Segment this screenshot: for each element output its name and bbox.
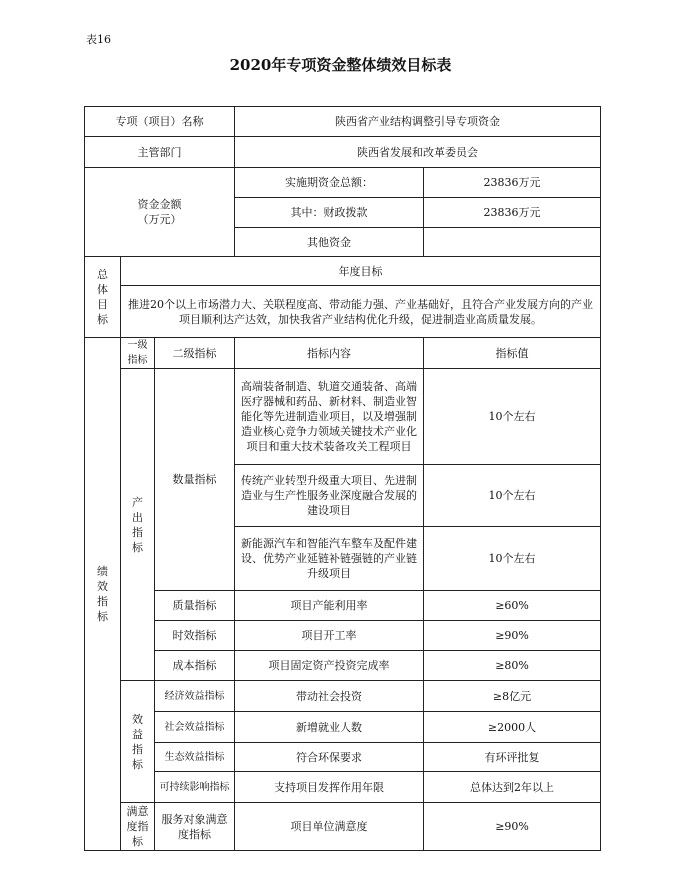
funds-total-value: 23836万元: [424, 168, 601, 198]
quantity-value-3: 10个左右: [424, 527, 601, 591]
department-row: [85, 137, 601, 168]
ecological-benefit-label: 生态效益指标: [155, 743, 235, 772]
quantity-value-1: 10个左右: [424, 369, 601, 465]
quantity-indicator-label: 数量指标: [155, 369, 235, 591]
quantity-value-2: 10个左右: [424, 465, 601, 527]
economic-benefit-content: 带动社会投资: [235, 681, 424, 712]
performance-indicator-label: 绩 效 指 标: [85, 338, 121, 851]
economic-benefit-value: ≥8亿元: [424, 681, 601, 712]
funds-other-value: [424, 228, 601, 257]
table-row: [85, 712, 601, 743]
service-satisfaction-content: 项目单位满意度: [235, 803, 424, 851]
timeliness-content: 项目开工率: [235, 621, 424, 651]
ecological-benefit-value: 有环评批复: [424, 743, 601, 772]
col-level1-header: 一级指标: [121, 338, 155, 369]
cost-indicator-label: 成本指标: [155, 651, 235, 681]
social-benefit-label: 社会效益指标: [155, 712, 235, 743]
sustainable-impact-content: 支持项目发挥作用年限: [235, 772, 424, 803]
social-benefit-value: ≥2000人: [424, 712, 601, 743]
cost-content: 项目固定资产投资完成率: [235, 651, 424, 681]
funds-total-label: 实施期资金总额：: [235, 168, 424, 198]
department-value: 陕西省发展和改革委员会: [235, 137, 601, 168]
economic-benefit-label: 经济效益指标: [155, 681, 235, 712]
table-number: 表16: [86, 33, 111, 46]
sustainable-impact-value: 总体达到2年以上: [424, 772, 601, 803]
project-name-label: 专项（项目）名称: [85, 107, 235, 137]
table-row: [85, 651, 601, 681]
table-row: [85, 772, 601, 803]
indicator-header-row: [85, 338, 601, 369]
table-row: [85, 621, 601, 651]
ecological-benefit-content: 符合环保要求: [235, 743, 424, 772]
quality-content: 项目产能利用率: [235, 591, 424, 621]
table-row: [85, 591, 601, 621]
timeliness-indicator-label: 时效指标: [155, 621, 235, 651]
overall-goal-label: 总 体 目 标: [85, 257, 121, 338]
benefit-indicator-label: 效 益 指 标: [121, 681, 155, 803]
annual-goal-label: 年度目标: [121, 257, 601, 286]
col-value-header: 指标值: [424, 338, 601, 369]
table-row: [85, 681, 601, 712]
social-benefit-content: 新增就业人数: [235, 712, 424, 743]
project-name-value: 陕西省产业结构调整引导专项资金: [235, 107, 601, 137]
funds-total-row: [85, 168, 601, 198]
annual-goal-header-row: [85, 257, 601, 286]
funds-label: [85, 168, 235, 257]
funds-fiscal-value: 23836万元: [424, 198, 601, 228]
table-row: [85, 743, 601, 772]
funds-other-label: 其他资金: [235, 228, 424, 257]
service-satisfaction-label: 服务对象满意度指标: [155, 803, 235, 851]
cost-value: ≥80%: [424, 651, 601, 681]
table-row: [85, 803, 601, 851]
sustainable-impact-label: 可持续影响指标: [155, 772, 235, 803]
table-row: [85, 369, 601, 465]
service-satisfaction-value: ≥90%: [424, 803, 601, 851]
funds-label-line1: 资金金额: [137, 198, 182, 211]
quantity-content-3: 新能源汽车和智能汽车整车及配件建设、优势产业延链补链强链的产业链升级项目: [235, 527, 424, 591]
quantity-content-2: 传统产业转型升级重大项目、先进制造业与生产性服务业深度融合发展的建设项目: [235, 465, 424, 527]
department-label: 主管部门: [85, 137, 235, 168]
col-content-header: 指标内容: [235, 338, 424, 369]
funds-fiscal-label: 其中：财政拨款: [235, 198, 424, 228]
col-level2-header: 二级指标: [155, 338, 235, 369]
quality-value: ≥60%: [424, 591, 601, 621]
annual-goal-text-row: [85, 286, 601, 338]
timeliness-value: ≥90%: [424, 621, 601, 651]
quality-indicator-label: 质量指标: [155, 591, 235, 621]
satisfaction-indicator-label: 满意度指标: [121, 803, 155, 851]
project-name-row: [85, 107, 601, 137]
output-indicator-label: 产 出 指 标: [121, 369, 155, 681]
page-title: 2020年专项资金整体绩效目标表: [229, 56, 452, 74]
quantity-content-1: 高端装备制造、轨道交通装备、高端医疗器械和药品、新材料、制造业智能化等先进制造业项目，以及增强制造业核心竞争力领域关键技术产业化项目和重大技术装备攻关工程项目: [235, 369, 424, 465]
annual-goal-text: 推进20个以上市场潜力大、关联程度高、带动能力强、产业基础好，且符合产业发展方向的产业项目顺利达产达效，加快我省产业结构优化升级，促进制造业高质量发展。: [121, 286, 601, 338]
funds-label-line2: （万元）: [137, 213, 182, 226]
performance-goal-table: [84, 106, 601, 851]
